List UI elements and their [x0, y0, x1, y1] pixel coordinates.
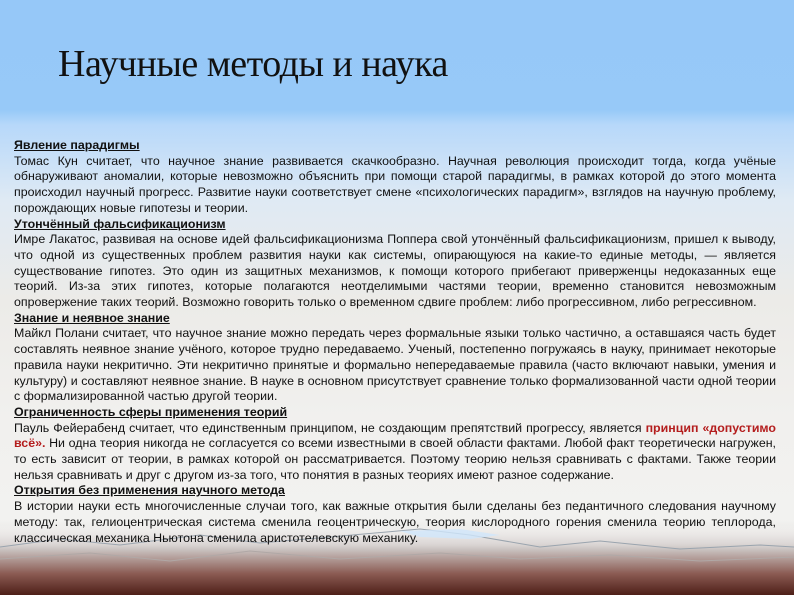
section-heading: Открытия без применения научного метода: [14, 483, 285, 498]
section-falsificationism: [14, 217, 776, 311]
section-paradigm: [14, 138, 776, 217]
section-text: Имре Лакатос, развивая на основе идей фальсификационизма Поппера свой утончённый фальсификационизм, пришел к выводу, что одной из существенных проблем развития науки как системы, опирающуюся на какие-то единые методы, — является существование гипотез. Это один из защитных механизмов, к помощи которого прибегают приверженцы недоказанных еще теорий. Из-за этих гипотез, которые полагаются неотделимыми частями теории, временно становится невозможным опровержение таких теорий. Возможно говорить только о временном сдвиге проблем: либо прогрессивном, либо регрессивном.: [14, 232, 776, 310]
section-text: В истории науки есть многочисленные случаи того, как важные открытия были сделаны без педантичного следования научному методу: так, гелиоцентрическая система сменила геоцентрическую, теория кислородного горения сменила теорию теплорода, классическая механика Ньютона сменила аристотелевскую механику.: [14, 499, 776, 545]
slide-title: Научные методы и наука: [58, 43, 448, 85]
section-theory-limits: [14, 405, 776, 484]
section-discoveries: [14, 483, 776, 546]
highlighted-principle: принцип «допустимо всё».: [14, 420, 777, 451]
section-heading: Явление парадигмы: [14, 138, 140, 152]
slide-content: [14, 138, 776, 546]
section-text: Ни одна теория никогда не согласуется со всеми известными в своей области фактами. Любой факт теоретически нагружен, то есть зависит от теории, в рамках которой он рассматривается. Поэтому теорию нельзя сравнивать с фактами. Также теории нельзя сравнивать и друг с другом из-за того, что понятия в разных теориях имеют разное содержание.: [14, 436, 776, 482]
section-text: Томас Кун считает, что научное знание развивается скачкообразно. Научная революция происходит тогда, когда учёные обнаруживают аномалии, которые невозможно объяснить при помощи старой парадигмы, в рамках которой до этого момента происходил научный прогресс. Развитие науки соответствует смене «психологических парадигм», взглядов на научную проблему, порождающих новые гипотезы и теории.: [14, 153, 776, 215]
section-heading: Знание и неявное знание: [14, 310, 170, 325]
section-text: Майкл Полани считает, что научное знание можно передать через формальные языки только частично, а оставшаяся часть будет составлять неявное знание учёного, которое трудно передаваемо. Ученый, постепенно погружаясь в науку, принимает некоторые правила науки некритично. Эти некритично принятые и формально непередаваемые правила (часто включают навыки, умения и культуру) и составляют неявное знание. В науке в основном присутствует сравнение только формализованной части одной теории с формализированной частью другой теории.: [14, 326, 776, 404]
section-tacit-knowledge: [14, 311, 776, 405]
section-text: Пауль Фейерабенд считает, что единственным принципом, не создающим препятствий прогрессу, является: [14, 420, 646, 435]
section-heading: Утончённый фальсификационизм: [14, 216, 226, 231]
section-heading: Ограниченность сферы применения теорий: [14, 404, 288, 419]
